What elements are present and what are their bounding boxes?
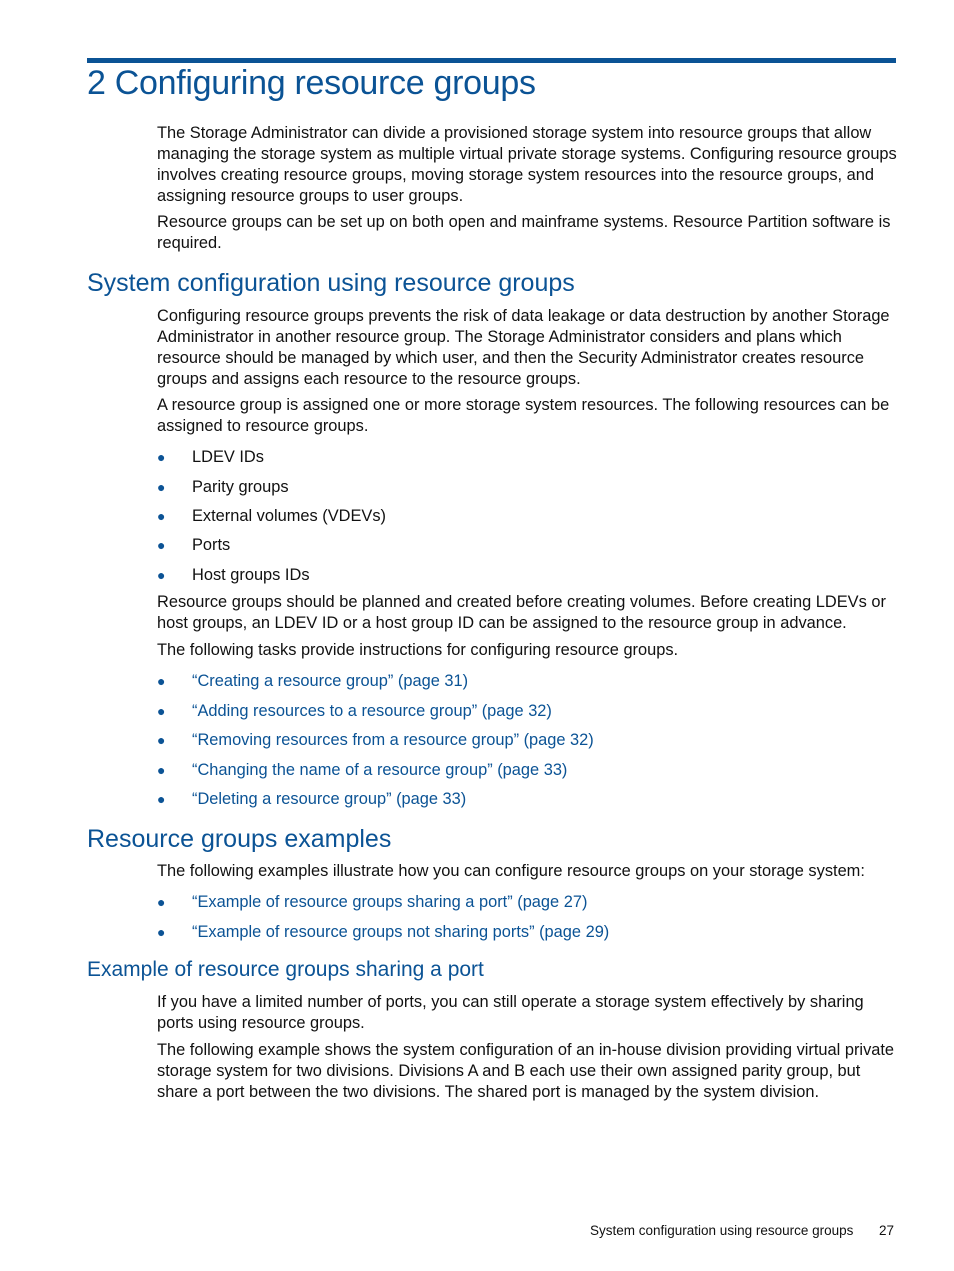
bullet-icon: ● <box>157 567 166 583</box>
section1-paragraph-2: A resource group is assigned one or more storage system resources. The following resources can be assigned to resource groups. <box>157 396 890 435</box>
link-removing-resources[interactable]: “Removing resources from a resource group” (page 32) <box>192 731 594 749</box>
link-adding-resources[interactable]: “Adding resources to a resource group” (page 32) <box>192 702 552 720</box>
bullet-icon: ● <box>157 791 166 807</box>
resource-item-text: Ports <box>192 536 231 554</box>
section-heading-resource-groups-examples: Resource groups examples <box>87 825 392 853</box>
section-heading-system-configuration: System configuration using resource groups <box>87 269 575 297</box>
intro-paragraph-1: The Storage Administrator can divide a provisioned storage system into resource groups that allow managing the storage system as multiple virtual private storage systems. Configuring resource groups involves creating resource groups, moving storage system resources into the resource groups, and assigning resource groups to user groups. <box>157 124 897 205</box>
bullet-icon: ● <box>157 449 166 465</box>
bullet-icon: ● <box>157 479 166 495</box>
link-changing-name[interactable]: “Changing the name of a resource group” (page 33) <box>192 761 568 779</box>
section1-paragraph-4: The following tasks provide instructions for configuring resource groups. <box>157 641 679 659</box>
bullet-icon: ● <box>157 673 166 689</box>
bullet-icon: ● <box>157 537 166 553</box>
link-deleting-resource-group[interactable]: “Deleting a resource group” (page 33) <box>192 790 467 808</box>
footer-page-number: 27 <box>879 1223 895 1238</box>
section3-paragraph-2: The following example shows the system configuration of an in-house division providing virtual private storage system for two divisions. Divisions A and B each use their own assigned parity group, but share a port between the two divisions. The shared port is managed by the system division. <box>157 1041 895 1101</box>
resource-item-text: External volumes (VDEVs) <box>192 507 387 525</box>
bullet-icon: ● <box>157 762 166 778</box>
bullet-icon: ● <box>157 732 166 748</box>
bullet-icon: ● <box>157 703 166 719</box>
resource-item-text: Host groups IDs <box>192 566 310 584</box>
link-example-sharing-port[interactable]: “Example of resource groups sharing a port” (page 27) <box>192 893 588 911</box>
section1-paragraph-1: Configuring resource groups prevents the risk of data leakage or data destruction by another Storage Administrator in another resource group. The Storage Administrator considers and plans which resource should be managed by which user, and then the Security Administrator creates resource groups and assigns each resource to the resource groups. <box>157 307 890 388</box>
resource-item-text: Parity groups <box>192 478 289 496</box>
footer-section-title: System configuration using resource groups <box>590 1223 854 1238</box>
section3-paragraph-1: If you have a limited number of ports, you can still operate a storage system effectively by sharing ports using resource groups. <box>157 993 864 1032</box>
bullet-icon: ● <box>157 894 166 910</box>
bullet-icon: ● <box>157 924 166 940</box>
section2-paragraph-1: The following examples illustrate how you can configure resource groups on your storage system: <box>157 862 865 880</box>
chapter-top-rule <box>87 58 896 63</box>
link-example-not-sharing-ports[interactable]: “Example of resource groups not sharing ports” (page 29) <box>192 923 610 941</box>
link-creating-resource-group[interactable]: “Creating a resource group” (page 31) <box>192 672 469 690</box>
section-heading-example-sharing-port: Example of resource groups sharing a port <box>87 958 484 981</box>
chapter-title: 2 Configuring resource groups <box>87 64 536 102</box>
section1-paragraph-3: Resource groups should be planned and created before creating volumes. Before creating LDEVs or host groups, an LDEV ID or a host group ID can be assigned to the resource group in advance. <box>157 593 886 632</box>
resource-item-text: LDEV IDs <box>192 448 264 466</box>
intro-paragraph-2: Resource groups can be set up on both open and mainframe systems. Resource Partition software is required. <box>157 213 891 252</box>
bullet-icon: ● <box>157 508 166 524</box>
